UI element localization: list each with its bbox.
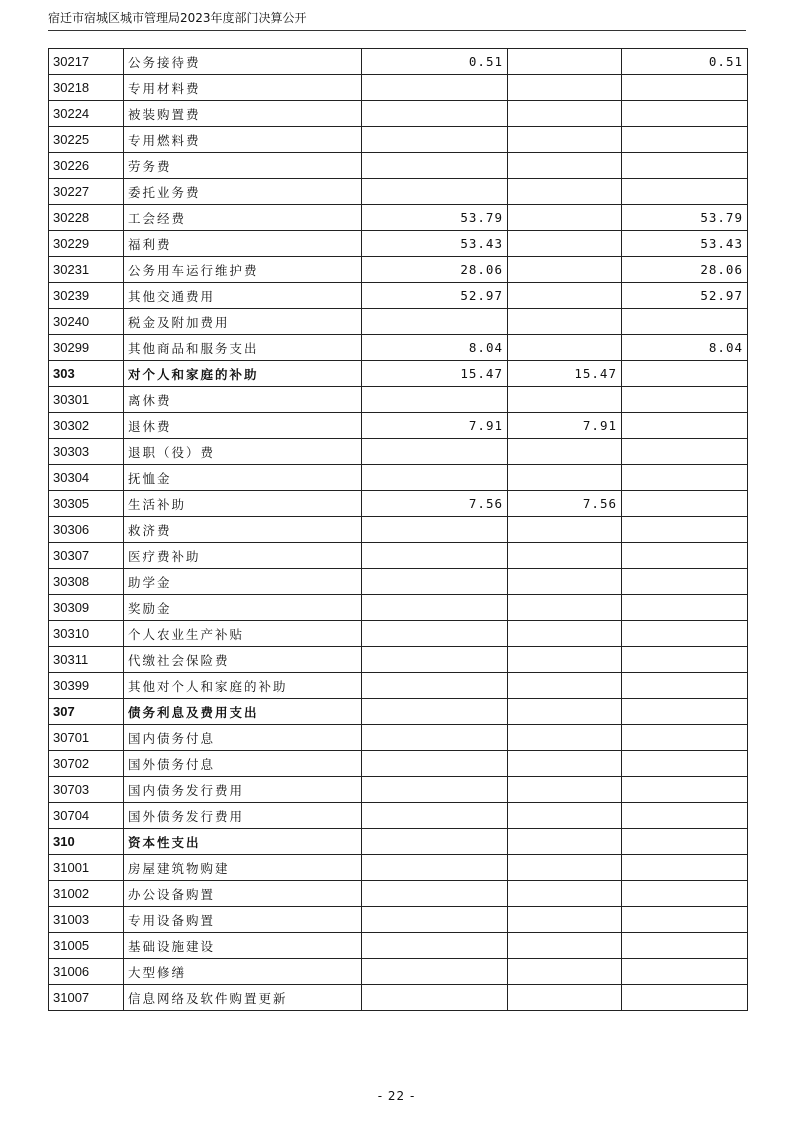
account-code-cell: 30399 xyxy=(49,673,124,699)
account-code-cell: 30309 xyxy=(49,595,124,621)
item-name-cell: 国外债务付息 xyxy=(124,751,362,777)
amount-public-cell xyxy=(622,75,748,101)
amount-personnel-cell xyxy=(508,855,622,881)
amount-public-cell xyxy=(622,543,748,569)
amount-personnel-cell xyxy=(508,647,622,673)
amount-total-cell xyxy=(362,543,508,569)
item-name-cell: 劳务费 xyxy=(124,153,362,179)
amount-public-cell xyxy=(622,179,748,205)
item-name-cell: 资本性支出 xyxy=(124,829,362,855)
amount-total-cell xyxy=(362,907,508,933)
account-code-cell: 30240 xyxy=(49,309,124,335)
item-name-cell: 离休费 xyxy=(124,387,362,413)
amount-public-cell: 52.97 xyxy=(622,283,748,309)
amount-public-cell xyxy=(622,465,748,491)
account-code-cell: 30218 xyxy=(49,75,124,101)
amount-public-cell xyxy=(622,621,748,647)
amount-total-cell xyxy=(362,465,508,491)
amount-public-cell xyxy=(622,595,748,621)
amount-public-cell xyxy=(622,803,748,829)
item-name-cell: 退职（役）费 xyxy=(124,439,362,465)
table-row xyxy=(49,517,748,543)
amount-personnel-cell xyxy=(508,335,622,361)
account-code-cell: 30228 xyxy=(49,205,124,231)
table-row xyxy=(49,959,748,985)
amount-total-cell xyxy=(362,803,508,829)
account-code-cell: 307 xyxy=(49,699,124,725)
account-code-cell: 30224 xyxy=(49,101,124,127)
amount-public-cell: 0.51 xyxy=(622,49,748,75)
amount-public-cell xyxy=(622,855,748,881)
table-row xyxy=(49,75,748,101)
item-name-cell: 生活补助 xyxy=(124,491,362,517)
amount-total-cell xyxy=(362,855,508,881)
item-name-cell: 办公设备购置 xyxy=(124,881,362,907)
amount-public-cell xyxy=(622,153,748,179)
amount-total-cell: 8.04 xyxy=(362,335,508,361)
item-name-cell: 大型修缮 xyxy=(124,959,362,985)
amount-total-cell xyxy=(362,829,508,855)
amount-personnel-cell xyxy=(508,699,622,725)
amount-public-cell xyxy=(622,361,748,387)
amount-public-cell xyxy=(622,933,748,959)
table-row xyxy=(49,855,748,881)
account-code-cell: 30217 xyxy=(49,49,124,75)
amount-total-cell xyxy=(362,959,508,985)
account-code-cell: 30303 xyxy=(49,439,124,465)
item-name-cell: 房屋建筑物购建 xyxy=(124,855,362,881)
amount-personnel-cell xyxy=(508,517,622,543)
amount-total-cell xyxy=(362,881,508,907)
item-name-cell: 债务利息及费用支出 xyxy=(124,699,362,725)
amount-total-cell xyxy=(362,101,508,127)
table-row xyxy=(49,985,748,1011)
table-group-row xyxy=(49,361,748,387)
account-code-cell: 30304 xyxy=(49,465,124,491)
item-name-cell: 助学金 xyxy=(124,569,362,595)
amount-personnel-cell xyxy=(508,205,622,231)
amount-public-cell xyxy=(622,777,748,803)
item-name-cell: 其他交通费用 xyxy=(124,283,362,309)
amount-personnel-cell xyxy=(508,257,622,283)
amount-personnel-cell xyxy=(508,543,622,569)
table-row xyxy=(49,127,748,153)
table-row xyxy=(49,491,748,517)
table-row xyxy=(49,439,748,465)
table-row xyxy=(49,933,748,959)
table-row xyxy=(49,283,748,309)
amount-total-cell xyxy=(362,387,508,413)
amount-personnel-cell xyxy=(508,283,622,309)
item-name-cell: 抚恤金 xyxy=(124,465,362,491)
account-code-cell: 30702 xyxy=(49,751,124,777)
amount-personnel-cell: 7.91 xyxy=(508,413,622,439)
amount-personnel-cell xyxy=(508,907,622,933)
table-row xyxy=(49,101,748,127)
amount-personnel-cell xyxy=(508,751,622,777)
table-row xyxy=(49,751,748,777)
item-name-cell: 福利费 xyxy=(124,231,362,257)
account-code-cell: 30306 xyxy=(49,517,124,543)
amount-total-cell xyxy=(362,725,508,751)
amount-total-cell: 7.91 xyxy=(362,413,508,439)
amount-personnel-cell xyxy=(508,127,622,153)
amount-personnel-cell xyxy=(508,985,622,1011)
amount-personnel-cell xyxy=(508,621,622,647)
account-code-cell: 30231 xyxy=(49,257,124,283)
account-code-cell: 30701 xyxy=(49,725,124,751)
table-row xyxy=(49,231,748,257)
amount-total-cell: 53.79 xyxy=(362,205,508,231)
amount-public-cell xyxy=(622,985,748,1011)
amount-public-cell xyxy=(622,127,748,153)
page-number: - 22 - xyxy=(377,1089,416,1103)
amount-public-cell xyxy=(622,907,748,933)
amount-public-cell: 53.43 xyxy=(622,231,748,257)
amount-personnel-cell xyxy=(508,465,622,491)
table-row xyxy=(49,569,748,595)
amount-total-cell xyxy=(362,153,508,179)
amount-total-cell xyxy=(362,595,508,621)
account-code-cell: 30227 xyxy=(49,179,124,205)
item-name-cell: 专用材料费 xyxy=(124,75,362,101)
amount-personnel-cell xyxy=(508,725,622,751)
amount-total-cell xyxy=(362,309,508,335)
table-row xyxy=(49,309,748,335)
amount-total-cell xyxy=(362,517,508,543)
item-name-cell: 基础设施建设 xyxy=(124,933,362,959)
table-row xyxy=(49,49,748,75)
item-name-cell: 奖励金 xyxy=(124,595,362,621)
account-code-cell: 30308 xyxy=(49,569,124,595)
document-title: 宿迁市宿城区城市管理局2023年度部门决算公开 xyxy=(48,11,307,25)
amount-public-cell xyxy=(622,673,748,699)
amount-public-cell: 28.06 xyxy=(622,257,748,283)
amount-personnel-cell xyxy=(508,153,622,179)
amount-public-cell: 53.79 xyxy=(622,205,748,231)
table-row xyxy=(49,673,748,699)
table-row xyxy=(49,803,748,829)
amount-public-cell: 8.04 xyxy=(622,335,748,361)
table-row xyxy=(49,257,748,283)
table-row xyxy=(49,153,748,179)
amount-total-cell xyxy=(362,179,508,205)
item-name-cell: 公务用车运行维护费 xyxy=(124,257,362,283)
table-row xyxy=(49,205,748,231)
amount-personnel-cell xyxy=(508,959,622,985)
item-name-cell: 国外债务发行费用 xyxy=(124,803,362,829)
account-code-cell: 31006 xyxy=(49,959,124,985)
amount-total-cell xyxy=(362,569,508,595)
amount-total-cell xyxy=(362,777,508,803)
amount-total-cell xyxy=(362,127,508,153)
account-code-cell: 30239 xyxy=(49,283,124,309)
item-name-cell: 专用燃料费 xyxy=(124,127,362,153)
amount-public-cell xyxy=(622,725,748,751)
table-row xyxy=(49,413,748,439)
account-code-cell: 30704 xyxy=(49,803,124,829)
account-code-cell: 31002 xyxy=(49,881,124,907)
amount-total-cell xyxy=(362,75,508,101)
item-name-cell: 其他商品和服务支出 xyxy=(124,335,362,361)
item-name-cell: 国内债务发行费用 xyxy=(124,777,362,803)
amount-total-cell xyxy=(362,985,508,1011)
amount-public-cell xyxy=(622,101,748,127)
page-header xyxy=(48,10,746,31)
expenditure-table xyxy=(48,48,748,1011)
amount-public-cell xyxy=(622,387,748,413)
table-row xyxy=(49,725,748,751)
item-name-cell: 国内债务付息 xyxy=(124,725,362,751)
amount-public-cell xyxy=(622,413,748,439)
account-code-cell: 30299 xyxy=(49,335,124,361)
item-name-cell: 其他对个人和家庭的补助 xyxy=(124,673,362,699)
amount-total-cell xyxy=(362,439,508,465)
table-group-row xyxy=(49,699,748,725)
amount-public-cell xyxy=(622,881,748,907)
item-name-cell: 公务接待费 xyxy=(124,49,362,75)
account-code-cell: 310 xyxy=(49,829,124,855)
item-name-cell: 退休费 xyxy=(124,413,362,439)
account-code-cell: 30703 xyxy=(49,777,124,803)
item-name-cell: 被装购置费 xyxy=(124,101,362,127)
amount-personnel-cell xyxy=(508,673,622,699)
account-code-cell: 30226 xyxy=(49,153,124,179)
amount-public-cell xyxy=(622,829,748,855)
account-code-cell: 31001 xyxy=(49,855,124,881)
amount-public-cell xyxy=(622,309,748,335)
amount-personnel-cell xyxy=(508,49,622,75)
amount-public-cell xyxy=(622,439,748,465)
item-name-cell: 救济费 xyxy=(124,517,362,543)
amount-total-cell: 52.97 xyxy=(362,283,508,309)
amount-personnel-cell xyxy=(508,309,622,335)
amount-personnel-cell xyxy=(508,829,622,855)
table-row xyxy=(49,179,748,205)
amount-public-cell xyxy=(622,699,748,725)
amount-personnel-cell xyxy=(508,101,622,127)
table-row xyxy=(49,881,748,907)
amount-personnel-cell xyxy=(508,387,622,413)
amount-total-cell xyxy=(362,751,508,777)
amount-total-cell xyxy=(362,621,508,647)
table-row xyxy=(49,465,748,491)
item-name-cell: 个人农业生产补贴 xyxy=(124,621,362,647)
amount-personnel-cell xyxy=(508,595,622,621)
amount-personnel-cell xyxy=(508,777,622,803)
table-row xyxy=(49,777,748,803)
amount-total-cell: 7.56 xyxy=(362,491,508,517)
item-name-cell: 信息网络及软件购置更新 xyxy=(124,985,362,1011)
account-code-cell: 30307 xyxy=(49,543,124,569)
amount-public-cell xyxy=(622,569,748,595)
amount-total-cell xyxy=(362,647,508,673)
account-code-cell: 303 xyxy=(49,361,124,387)
amount-total-cell: 15.47 xyxy=(362,361,508,387)
amount-personnel-cell xyxy=(508,231,622,257)
amount-total-cell: 28.06 xyxy=(362,257,508,283)
account-code-cell: 30229 xyxy=(49,231,124,257)
amount-personnel-cell xyxy=(508,439,622,465)
amount-total-cell xyxy=(362,673,508,699)
amount-total-cell: 53.43 xyxy=(362,231,508,257)
account-code-cell: 30225 xyxy=(49,127,124,153)
amount-personnel-cell xyxy=(508,75,622,101)
item-name-cell: 税金及附加费用 xyxy=(124,309,362,335)
amount-public-cell xyxy=(622,959,748,985)
amount-personnel-cell xyxy=(508,179,622,205)
amount-personnel-cell xyxy=(508,881,622,907)
amount-public-cell xyxy=(622,491,748,517)
account-code-cell: 30302 xyxy=(49,413,124,439)
item-name-cell: 工会经费 xyxy=(124,205,362,231)
account-code-cell: 31005 xyxy=(49,933,124,959)
table-row xyxy=(49,387,748,413)
amount-total-cell xyxy=(362,699,508,725)
item-name-cell: 对个人和家庭的补助 xyxy=(124,361,362,387)
amount-public-cell xyxy=(622,647,748,673)
table-row xyxy=(49,335,748,361)
amount-personnel-cell: 15.47 xyxy=(508,361,622,387)
item-name-cell: 委托业务费 xyxy=(124,179,362,205)
item-name-cell: 专用设备购置 xyxy=(124,907,362,933)
account-code-cell: 30310 xyxy=(49,621,124,647)
amount-public-cell xyxy=(622,751,748,777)
account-code-cell: 31003 xyxy=(49,907,124,933)
amount-personnel-cell xyxy=(508,569,622,595)
table-group-row xyxy=(49,829,748,855)
account-code-cell: 30311 xyxy=(49,647,124,673)
account-code-cell: 30301 xyxy=(49,387,124,413)
item-name-cell: 代缴社会保险费 xyxy=(124,647,362,673)
amount-public-cell xyxy=(622,517,748,543)
item-name-cell: 医疗费补助 xyxy=(124,543,362,569)
table-row xyxy=(49,907,748,933)
table-row xyxy=(49,543,748,569)
account-code-cell: 31007 xyxy=(49,985,124,1011)
amount-personnel-cell xyxy=(508,803,622,829)
table-row xyxy=(49,621,748,647)
amount-personnel-cell: 7.56 xyxy=(508,491,622,517)
account-code-cell: 30305 xyxy=(49,491,124,517)
amount-total-cell: 0.51 xyxy=(362,49,508,75)
table-body xyxy=(49,49,748,1011)
amount-total-cell xyxy=(362,933,508,959)
amount-personnel-cell xyxy=(508,933,622,959)
table-row xyxy=(49,595,748,621)
table-row xyxy=(49,647,748,673)
